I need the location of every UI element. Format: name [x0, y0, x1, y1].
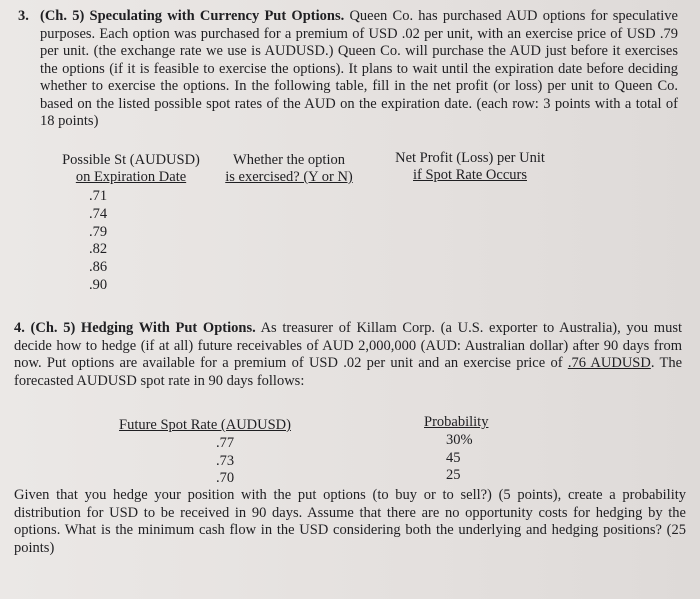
- table1-col2-header: [216, 152, 362, 186]
- question-4-number: 4.: [14, 320, 25, 336]
- table1-col1-header: [56, 152, 206, 186]
- question-3-title: (Ch. 5) Speculating with Currency Put Options.: [40, 8, 345, 24]
- table2-prob-column: [446, 432, 473, 485]
- table1-col3-header: [388, 150, 552, 184]
- table1-col1-line1: Possible St (AUDUSD): [62, 152, 200, 168]
- table2-col2-header: Probability: [424, 414, 489, 430]
- question-4-text-b: .76 AUDUSD: [567, 355, 651, 371]
- table1-col2-line2: is exercised? (Y or N): [225, 169, 353, 185]
- question-4-title: (Ch. 5) Hedging With Put Options.: [30, 320, 256, 336]
- table1-col3-line2: if Spot Rate Occurs: [413, 167, 527, 183]
- table2-rate: .70: [216, 470, 235, 486]
- table2-rate-column: [216, 435, 234, 488]
- table2-col1-header: Future Spot Rate (AUDUSD): [119, 417, 291, 433]
- question-4-text-a: As treasurer of Killam Corp. (a U.S. exporter to Australia), you must decide how to hedge (if at all) future receivables of AUD 2,000,000 (AUD: Australian dollar) after 90 days from now. Put options are available for a premium of USD .02 per unit and an exercise price of: [14, 320, 683, 371]
- table1-rate: .79: [89, 223, 108, 240]
- table1-col3-line1: Net Profit (Loss) per Unit: [395, 150, 545, 166]
- table1-rate: .86: [89, 259, 108, 276]
- table1-rate: .74: [89, 205, 108, 222]
- table1-rate: .90: [89, 276, 108, 293]
- table2-prob: 30%: [446, 432, 473, 448]
- table2-rate: .73: [216, 452, 235, 469]
- table1-rate: .82: [89, 241, 108, 258]
- table2-prob: 25: [446, 467, 461, 483]
- table2-rate: .77: [216, 435, 235, 451]
- question-3-text: Queen Co. has purchased AUD options for speculative purposes. Each option was purchased for a premium of USD .02 per unit, with an exercise price of USD .79 per unit. (the exchange rate we use is AUDUSD.) Queen Co. will purchase the AUD just before it exercises the options (if it is feasible to exercise the options). It plans to wait until the expiration date before deciding whether to exercise the options. In the following table, fill in the net profit (or loss) per unit to Queen Co. based on the listed possible spot rates of the AUD on the expiration date. (each row: 3 points with a total of 18 points): [40, 8, 678, 129]
- table1-rate: .71: [89, 188, 108, 204]
- question-4-task: Given that you hedge your position with the put options (to buy or to sell?) (5 points), create a probability distribution for USD to be received in 90 days. Assume that there are no opportunity costs for hedging by the options. What is the minimum cash flow in the USD considering both the underlying and hedging positions? (25 points): [14, 487, 686, 556]
- question-4: [14, 320, 682, 390]
- table1-rate-column: [89, 188, 107, 295]
- question-3-number: 3.: [18, 8, 29, 24]
- table1-col2-line1: Whether the option: [233, 152, 345, 168]
- table2-prob: 45: [446, 449, 461, 466]
- question-4-text-c: . The forecasted AUDUSD spot rate in 90 days follows:: [14, 355, 683, 389]
- table1-col1-line2: on Expiration Date: [75, 169, 187, 185]
- question-3: [18, 8, 678, 131]
